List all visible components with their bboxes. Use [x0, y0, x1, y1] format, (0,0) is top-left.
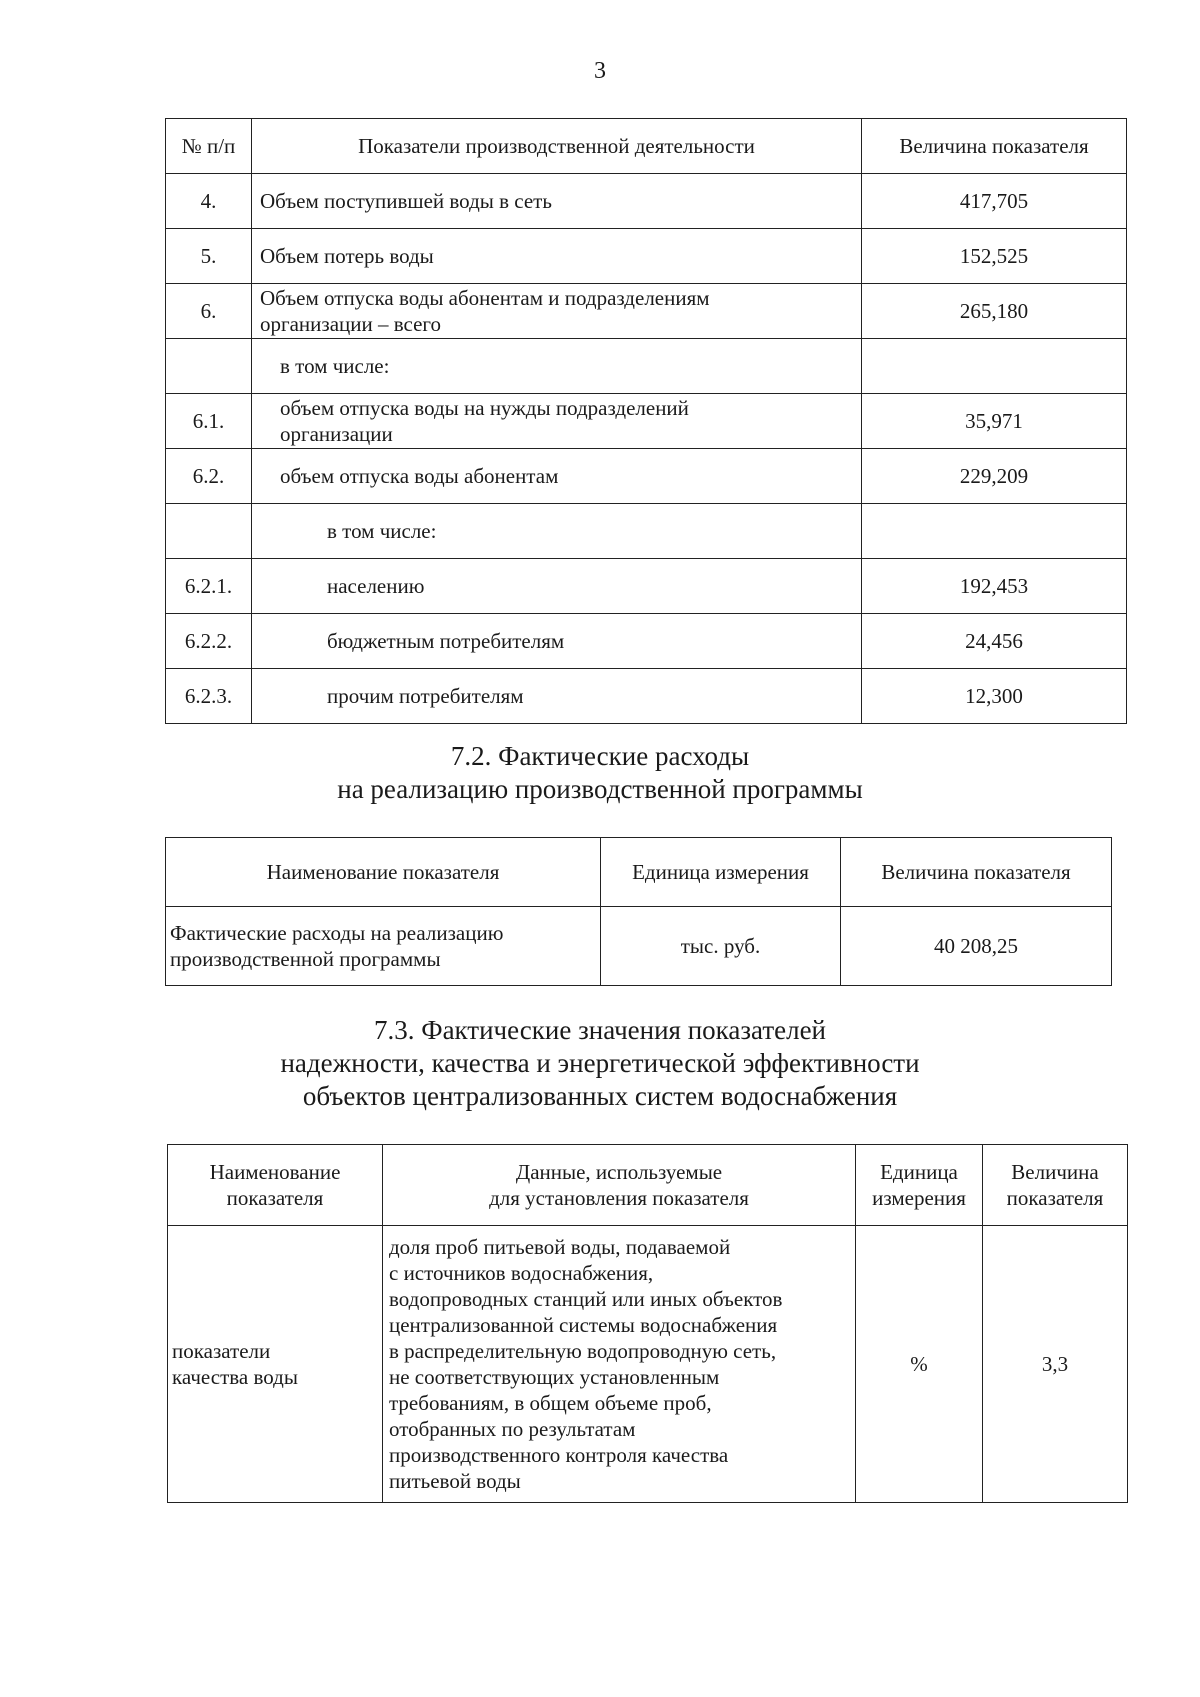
reliability-quality-table [167, 1144, 1128, 1503]
row-number: 6.2.2. [166, 614, 252, 669]
table-row [166, 559, 1127, 614]
row-value: 417,705 [862, 174, 1127, 229]
row-name: в том числе: [252, 504, 862, 559]
row-name: объем отпуска воды на нужды подразделений организации [252, 394, 862, 449]
heading-line: надежности, качества и энергетической эффективности [280, 1048, 920, 1078]
row-name-line: показатели [172, 1339, 271, 1363]
row-value: 12,300 [862, 669, 1127, 724]
row-value: 35,971 [862, 394, 1127, 449]
header-indicator-name [168, 1145, 383, 1226]
header-line: Данные, используемые [515, 1160, 723, 1184]
row-name: бюджетным потребителям [252, 614, 862, 669]
header-line: измерения [872, 1186, 966, 1210]
header-indicator: Показатели производственной деятельности [252, 119, 862, 174]
row-value: 229,209 [862, 449, 1127, 504]
row-name-line: качества воды [172, 1365, 298, 1389]
section-heading-7-2 [0, 740, 1200, 806]
table-row [166, 504, 1127, 559]
table-row [168, 1226, 1128, 1503]
header-value: Величина показателя [841, 838, 1112, 907]
header-value [983, 1145, 1128, 1226]
description-line: отобранных по результатам [389, 1417, 636, 1441]
row-name: Объем поступившей воды в сеть [252, 174, 862, 229]
header-value: Величина показателя [862, 119, 1127, 174]
page-number: 3 [594, 58, 606, 84]
table-row [166, 174, 1127, 229]
header-unit [856, 1145, 983, 1226]
row-name: населению [252, 559, 862, 614]
table-header-row [166, 119, 1127, 174]
row-name: Объем потерь воды [252, 229, 862, 284]
row-number: 6.2.1. [166, 559, 252, 614]
description-line: с источников водоснабжения, [389, 1261, 654, 1285]
header-line: Наименование [209, 1160, 341, 1184]
description-line: требованиям, в общем объеме проб, [389, 1391, 712, 1415]
row-value: 192,453 [862, 559, 1127, 614]
header-line: показателя [226, 1186, 324, 1210]
heading-line: 7.3. Фактические значения показателей [373, 1015, 827, 1045]
row-number [166, 339, 252, 394]
row-number: 6. [166, 284, 252, 339]
table-row [166, 669, 1127, 724]
header-number: № п/п [166, 119, 252, 174]
row-value [862, 504, 1127, 559]
row-number: 6.2. [166, 449, 252, 504]
row-name: объем отпуска воды абонентам [252, 449, 862, 504]
row-unit: тыс. руб. [601, 907, 841, 986]
row-unit: % [856, 1226, 983, 1503]
header-indicator-name: Наименование показателя [166, 838, 601, 907]
row-name: в том числе: [252, 339, 862, 394]
description-line: не соответствующих установленным [389, 1365, 720, 1389]
table-row [166, 394, 1127, 449]
actual-expenses-table [165, 837, 1112, 986]
table-row [166, 284, 1127, 339]
description-line: питьевой воды [389, 1469, 521, 1493]
row-name [168, 1226, 383, 1503]
row-value: 3,3 [983, 1226, 1128, 1503]
row-number: 4. [166, 174, 252, 229]
table-row [166, 614, 1127, 669]
row-name: Объем отпуска воды абонентам и подразделениям организации – всего [252, 284, 862, 339]
production-indicators-table [165, 118, 1127, 724]
row-value: 24,456 [862, 614, 1127, 669]
table-row [166, 449, 1127, 504]
row-value: 152,525 [862, 229, 1127, 284]
header-unit: Единица измерения [601, 838, 841, 907]
description-line: в распределительную водопроводную сеть, [389, 1339, 777, 1363]
table-row [166, 229, 1127, 284]
table-row [166, 339, 1127, 394]
row-data-description [383, 1226, 856, 1503]
table-row [166, 907, 1112, 986]
heading-line: 7.2. Фактические расходы [450, 741, 750, 771]
table-header-row [166, 838, 1112, 907]
header-line: Величина [1011, 1160, 1099, 1184]
header-data-used [383, 1145, 856, 1226]
header-line: показателя [1006, 1186, 1104, 1210]
row-number: 6.2.3. [166, 669, 252, 724]
description-line: централизованной системы водоснабжения [389, 1313, 778, 1337]
row-name: Фактические расходы на реализацию производственной программы [166, 907, 601, 986]
row-value [862, 339, 1127, 394]
row-number [166, 504, 252, 559]
section-heading-7-3 [0, 1014, 1200, 1113]
description-line: доля проб питьевой воды, подаваемой [389, 1235, 731, 1259]
heading-line: на реализацию производственной программы [337, 774, 863, 804]
row-value: 40 208,25 [841, 907, 1112, 986]
row-value: 265,180 [862, 284, 1127, 339]
heading-line: объектов централизованных систем водоснабжения [302, 1081, 898, 1111]
description-line: производственного контроля качества [389, 1443, 729, 1467]
header-line: Единица [880, 1160, 958, 1184]
header-line: для установления показателя [489, 1186, 749, 1210]
description-line: водопроводных станций или иных объектов [389, 1287, 783, 1311]
table-header-row [168, 1145, 1128, 1226]
row-number: 6.1. [166, 394, 252, 449]
row-number: 5. [166, 229, 252, 284]
row-name: прочим потребителям [252, 669, 862, 724]
